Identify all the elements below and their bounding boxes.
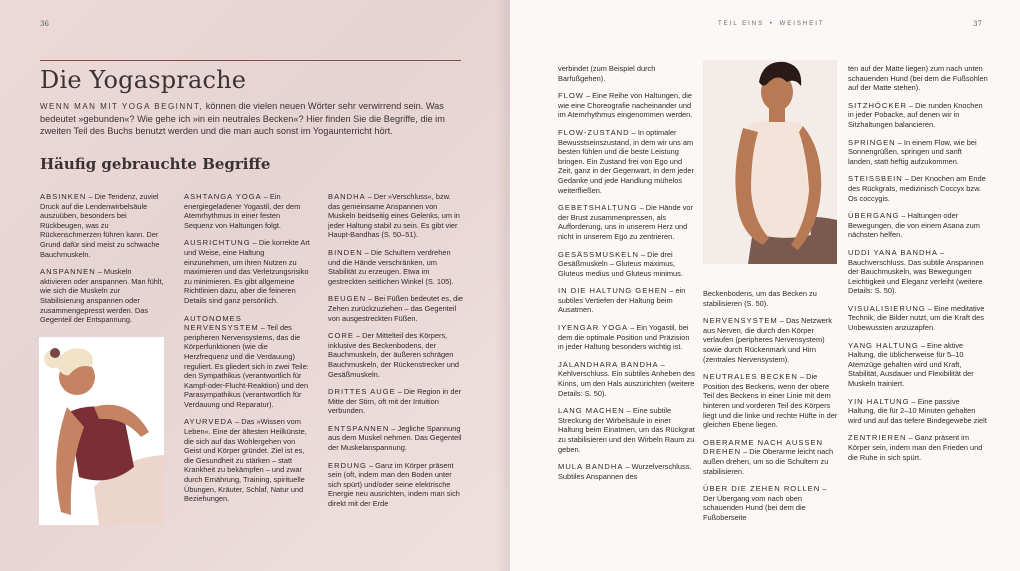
glossary-definition: – Die drei Gesäßmuskeln – Gluteus maximus, Gluteus medius und Gluteus minimus. <box>558 249 683 278</box>
glossary-entry <box>703 438 839 476</box>
glossary-entry <box>848 433 988 462</box>
glossary-definition: – Die korrekte Art und Weise, eine Haltung einzunehmen, um ihren Nutzen zu maximieren und das Verletzungsrisiko zu minimieren. Es gibt allgemeine Richtlinien dazu, aber die feineren Details sind ganz persönlich. <box>184 238 310 305</box>
section-subtitle: Häufig gebrauchte Begriffe <box>40 155 271 173</box>
glossary-term: DRITTES AUGE <box>328 387 396 397</box>
glossary-entry <box>848 397 988 426</box>
glossary-entry <box>848 138 988 167</box>
glossary-definition: – Der Knochen am Ende des Rückgrats, medizinisch Coccyx bzw. Os coccygis. <box>848 174 986 203</box>
glossary-entry <box>848 101 988 130</box>
intro-paragraph <box>40 100 465 137</box>
glossary-term: ÜBERGANG <box>848 211 900 221</box>
glossary-term: AUTONOMES NERVENSYSTEM <box>184 313 259 333</box>
glossary-entry <box>40 267 164 325</box>
glossary-term: JALANDHARA BANDHA <box>558 359 659 369</box>
glossary-term: OBERARME NACH AUSSEN DREHEN <box>703 437 824 457</box>
glossary-entry <box>848 211 988 240</box>
glossary-definition: – Ein Yogastil, bei dem die optimale Position und Präzision in jeder Haltung besonders wichtig ist. <box>558 323 690 352</box>
glossary-definition: – Ein energiegeladener Yogastil, der dem Atemrhythmus in einer festen Sequenz von Haltungen folgt. <box>184 192 301 230</box>
glossary-entry <box>703 372 839 430</box>
glossary-entry <box>184 192 310 230</box>
glossary-definition: – Muskeln aktivieren oder anspannen. Man fühlt, wie sich die Muskeln zur Stabilisierung anspannen oder zusammengepresst werden. Das Gegenteil der Entspannung. <box>40 267 164 325</box>
glossary-term: YANG HALTUNG <box>848 340 919 350</box>
glossary-term: BANDHA <box>328 192 366 201</box>
glossary-column-right-2 <box>703 289 839 530</box>
glossary-entry <box>558 286 696 315</box>
glossary-term: AUSRICHTUNG <box>184 238 251 248</box>
glossary-definition: – Eine passive Haltung, die für 2–10 Minuten gehalten wird und auf das tiefere Bindegewebe zielt <box>848 396 987 425</box>
glossary-entry <box>703 484 839 522</box>
glossary-definition: – Ganz präsent im Körper sein, indem man den Frieden und die Ruhe in sich spürt. <box>848 433 983 462</box>
glossary-entry <box>703 289 839 308</box>
glossary-entry <box>558 64 696 83</box>
right-page <box>510 0 1020 571</box>
glossary-term: AYURVEDA <box>184 417 234 427</box>
glossary-term: UDDI YANA BANDHA <box>848 247 938 257</box>
glossary-definition: – Haltungen oder Bewegungen, die von einem Asana zum nächsten helfen. <box>848 211 980 240</box>
intro-lead-caps: WENN MAN MIT YOGA BEGINNT, <box>40 102 204 111</box>
glossary-term: LANG MACHEN <box>558 406 625 416</box>
glossary-entry <box>558 360 696 398</box>
glossary-definition: – Das Netzwerk aus Nerven, die durch den Körper verlaufen (peripheres Nervensystem) sowie durch Rückenmark und Hirn (zentrales Nervensystem). <box>703 316 832 364</box>
glossary-term: YIN HALTUNG <box>848 396 910 406</box>
yoga-woman-illustration <box>39 337 164 525</box>
glossary-term: ANSPANNEN <box>40 267 96 277</box>
glossary-term: VISUALISIERUNG <box>848 303 926 313</box>
glossary-entry <box>848 248 988 296</box>
glossary-definition: – Bauchverschluss. Das subtile Anspannen der Bauchmuskeln, was Bewegungen Leichtigkeit und Eleganz verleiht (weitere Details: S. 50). <box>848 247 984 296</box>
glossary-definition: – ein subtiles Vertiefen der Haltung beim Ausatmen. <box>558 286 686 315</box>
glossary-term: ABSINKEN <box>40 192 87 201</box>
glossary-definition: – Der »Verschluss«, bzw. das gemeinsame Anspannen von Muskeln beidseitig eines Gelenks, um in jeder Haltung stabil zu sein. Es gibt vier Haupt-Bandhas (S. 50–51). <box>328 192 460 240</box>
glossary-column-right-1 <box>558 64 696 489</box>
page-title: Die Yogasprache <box>40 66 247 94</box>
glossary-column-left-3 <box>328 192 464 517</box>
glossary-definition: – Kehlverschluss. Ein subtiles Anheben des Kinns, um den Hals auszurichten (weitere Details: S. 50). <box>558 359 695 398</box>
glossary-column-left-2 <box>184 192 310 512</box>
intro-text: können die vielen neuen Wörter sehr verwirrend sein. Was bedeutet »gebunden«? Wie gehe ich »in ein neutrales Becken«? Hier finden Sie die Begriffe, die im zweiten Teil des Buchs benutzt werden und die man auch sonst im Yogaunterricht hört. <box>40 101 445 136</box>
glossary-definition: – Die runden Knochen in jeder Pobacke, auf denen wir in Sitzhaltungen balancieren. <box>848 100 983 129</box>
glossary-term: ZENTRIEREN <box>848 433 907 443</box>
glossary-entry <box>848 341 988 389</box>
glossary-term: NEUTRALES BECKEN <box>703 372 798 382</box>
glossary-column-right-3 <box>848 64 988 470</box>
glossary-entry <box>328 461 464 509</box>
running-head-part: TEIL EINS <box>718 21 765 27</box>
glossary-term: STEISSBEIN <box>848 174 903 184</box>
glossary-definition: – Die Region in der Mitte der Stirn, oft mit der Intuition verbunden. <box>328 387 462 416</box>
glossary-term: FLOW <box>558 91 584 101</box>
page-number-right: 37 <box>973 20 982 28</box>
glossary-entry <box>328 248 464 286</box>
glossary-entry <box>848 304 988 333</box>
glossary-term: GEBETSHALTUNG <box>558 203 638 213</box>
glossary-entry <box>558 323 696 352</box>
glossary-term: SPRINGEN <box>848 137 896 147</box>
glossary-definition: – Teil des peripheren Nervensystems, das die Körperfunktionen (wie die Herzfrequenz und die Verdauung) reguliert. Es gliedert sich in zwei Teile: den Sympathikus (verantwortlich für Kampf-oder-Flucht-Reaktion) und den Parasympathikus (verantwortlich für Verdauung und Reparatur). <box>184 323 309 409</box>
glossary-definition: – Eine subtile Streckung der Wirbelsäule in einer Haltung beim Einatmen, um das Rückgrat zu stabilisieren und den Wirbeln Raum zu geben. <box>558 406 695 454</box>
running-head <box>718 21 825 27</box>
glossary-definition: – Wurzelverschluss. Subtiles Anspannen des <box>558 462 692 481</box>
glossary-definition: – Die Tendenz, zuviel Druck auf die Lendenwirbelsäule auszuüben, besonders bei Rückbeugen, was zu Rückenschmerzen führen kann. Der Grund dafür sind meist zu schwache Bauchmuskeln. <box>40 192 160 259</box>
glossary-definition: – Der Mittelteil des Körpers, inklusive des Beckenbodens, der Bauchmuskeln, der äußeren schrägen Bauchmuskeln, der Rückenstrecker und Gesäßmuskeln. <box>328 331 460 379</box>
glossary-entry <box>703 316 839 364</box>
glossary-entry <box>184 417 310 503</box>
glossary-entry <box>558 91 696 120</box>
glossary-term: ENTSPANNEN <box>328 423 390 433</box>
glossary-definition: – In einem Flow, wie bei Sonnengrüßen, springen und sanft landen, statt heftig aufzukommen. <box>848 137 977 166</box>
glossary-definition: – Die Schultern verdrehen und die Hände verschränken, um Stabilität zu erzeugen. Etwa im gestreckten seitlichen Winkel (S. 105). <box>328 247 454 286</box>
glossary-term: ERDUNG <box>328 460 367 470</box>
glossary-entry <box>328 192 464 240</box>
glossary-entry <box>40 192 164 259</box>
glossary-entry <box>558 406 696 454</box>
glossary-definition: – Bei Füßen bedeutet es, die Zehen zurückzuziehen – das Gegenteil von ausgestreckten Füßen. <box>328 294 464 323</box>
glossary-entry <box>558 128 696 195</box>
glossary-entry <box>184 314 310 410</box>
glossary-entry <box>328 331 464 379</box>
glossary-definition: – Ganz im Körper präsent sein (oft, indem man den Boden unter sich spürt) und/oder seine elektrische Energie neu ausrichten, indem man sich direkt mit der Erde <box>328 460 460 509</box>
yoga-man-illustration <box>703 60 837 264</box>
glossary-definition: verbindet (zum Beispiel durch Barfußgehen). <box>558 64 656 83</box>
glossary-definition: – Eine aktive Haltung, die üblicherweise für 5–10 Atemzüge gehalten wird und Kraft, Stabilität, Ausdauer und Flexibilität der Muskeln trainiert. <box>848 340 974 389</box>
glossary-term: ASHTANGA YOGA <box>184 192 262 201</box>
glossary-term: IYENGAR YOGA <box>558 323 629 333</box>
glossary-entry <box>184 238 310 305</box>
glossary-entry <box>328 294 464 323</box>
glossary-definition: – Eine Reihe von Haltungen, die wie eine Choreografie nacheinander und im Atemrhythmus eingenommen werden. <box>558 91 693 120</box>
glossary-definition: – Das »Wissen vom Leben«. Eine der ältesten Heilkünste, die sich auf das Wohlergehen von Geist und Körper gründet. Ziel ist es, die Gesundheit zu stärken – statt Krankheit zu bekämpfen – und zwar durch Ernährung, Training, spirituelle Übungen, Kräuter, Schlaf, Natur und Beziehungen. <box>184 417 307 504</box>
glossary-entry <box>558 462 696 481</box>
glossary-definition: – Die Oberarme leicht nach außen drehen, um so die Schultern zu stabilisieren. <box>703 447 834 476</box>
glossary-term: ÜBER DIE ZEHEN ROLLEN <box>703 484 821 494</box>
glossary-entry <box>328 424 464 453</box>
glossary-term: FLOW-ZUSTAND <box>558 127 630 137</box>
running-head-section: WEISHEIT <box>779 21 825 27</box>
glossary-term: CORE <box>328 331 354 341</box>
page-number-left: 36 <box>40 20 49 28</box>
glossary-definition: – Jegliche Spannung aus dem Muskel nehmen. Das Gegenteil der Muskelanspannung. <box>328 423 462 453</box>
glossary-definition: ten auf der Matte liegen) zum nach unten schauenden Hund (bei dem die Fußsohlen auf der Matte stehen). <box>848 64 988 93</box>
glossary-entry <box>558 250 696 279</box>
glossary-entry <box>328 387 464 416</box>
title-rule <box>40 60 461 61</box>
glossary-entry <box>558 203 696 241</box>
glossary-definition: – In optimaler Bewusstseinszustand, in dem wir uns am besten fühlen und die beste Leistung bringen. Ein Zustand frei von Ego und Zeit, ganz in der Gegenwart, in dem jeder Gedanke und jede Handlung mühelos weiterfließen. <box>558 127 694 195</box>
glossary-term: BEUGEN <box>328 294 367 304</box>
glossary-term: SITZHÖCKER <box>848 100 907 110</box>
glossary-term: MULA BANDHA <box>558 462 624 472</box>
glossary-entry <box>848 174 988 203</box>
glossary-definition: – Die Position des Beckens, wenn der obere Teil des Beckens in einer Linie mit dem hinteren und vorderen Teil des Körpers liegt und die linke und rechte Hüfte in der gleichen Ebene liegen. <box>703 372 838 430</box>
glossary-entry <box>848 64 988 93</box>
glossary-term: GESÄSSMUSKELN <box>558 249 639 259</box>
running-head-bullet: • <box>769 21 774 27</box>
glossary-term: BINDEN <box>328 247 363 257</box>
glossary-definition: – Der Übergang vom nach oben schauenden Hund (bei dem die Fußoberseite <box>703 484 827 522</box>
glossary-definition: Beckenbodens, um das Becken zu stabilisieren (S. 50). <box>703 289 817 308</box>
glossary-definition: – Die Hände vor der Brust zusammenpressen, als Aufforderung, uns in unserem Herz und nicht in unserem Ego zu zentrieren. <box>558 203 693 241</box>
glossary-term: IN DIE HALTUNG GEHEN <box>558 286 668 296</box>
glossary-term: NERVENSYSTEM <box>703 316 778 326</box>
glossary-column-left-1 <box>40 192 164 333</box>
glossary-definition: – Eine meditative Technik, die Bilder nutzt, um die Kraft des Unbewussten anzuzapfen. <box>848 303 985 333</box>
